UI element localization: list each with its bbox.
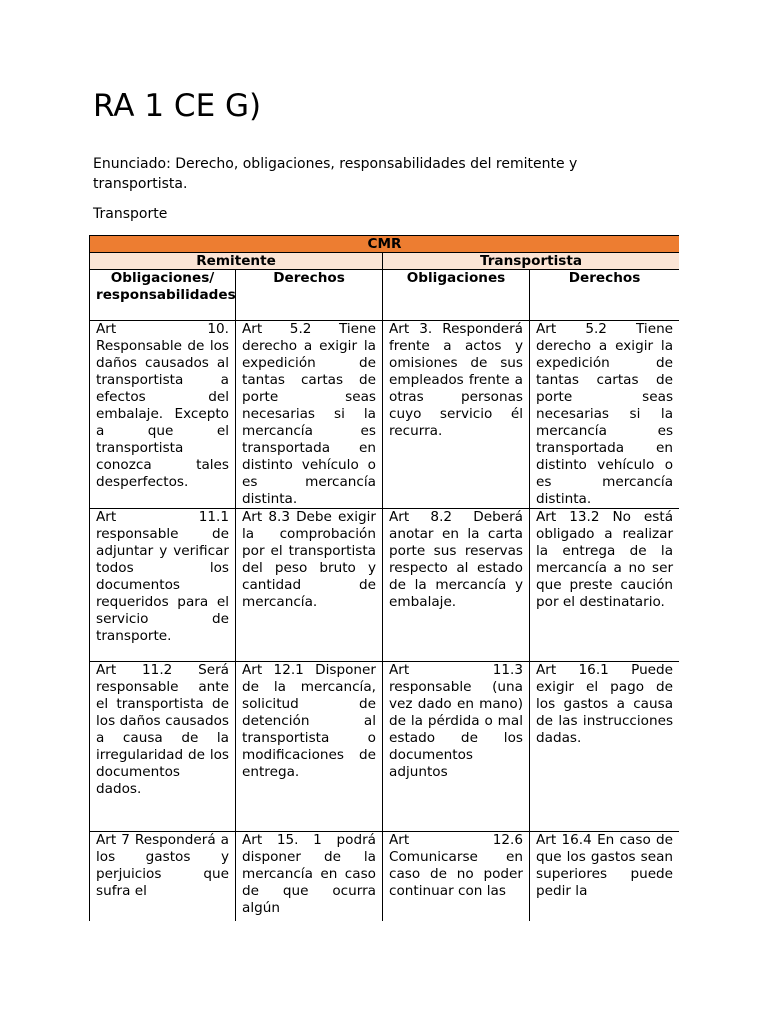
column-header-carrier-rights: Derechos (530, 270, 680, 321)
table-cell: Art 11.2 Será responsable ante el transportista de los daños causados a causa de la irregularidad de los documentos dados. (90, 662, 236, 832)
table-cell: Art 12.6 Comunicarse en caso de no poder continuar con las (383, 832, 530, 922)
table-cell: Art 3. Responderá frente a actos y omisiones de sus empleados frente a otras personas cuyo servicio él recurra. (383, 321, 530, 509)
table-cell: Art 15. 1 podrá disponer de la mercancía en caso de que ocurra algún (236, 832, 383, 922)
table-row (90, 832, 680, 922)
column-header-carrier-obligations: Obligaciones (383, 270, 530, 321)
table-title: CMR (90, 236, 680, 253)
column-header-row (90, 270, 680, 321)
table-row (90, 662, 680, 832)
table-row (90, 321, 680, 509)
column-header-sender-rights: Derechos (236, 270, 383, 321)
table-title-row (90, 236, 680, 253)
table-cell: Art 7 Responderá a los gastos y perjuicios que sufra el (90, 832, 236, 922)
cmr-table-container (89, 235, 679, 921)
table-cell: Art 16.1 Puede exigir el pago de los gastos a causa de las instrucciones dadas. (530, 662, 680, 832)
table-cell: Art 13.2 No está obligado a realizar la entrega de la mercancía a no ser que preste caución por el destinatario. (530, 509, 680, 662)
table-cell: Art 10. Responsable de los daños causados al transportista a efectos del embalaje. Excepto a que el transportista conozca tales desperfectos. (90, 321, 236, 509)
table-cell: Art 5.2 Tiene derecho a exigir la expedición de tantas cartas de porte seas necesarias si la mercancía es transportada en distinto vehículo o es mercancía distinta. (530, 321, 680, 509)
table-cell: Art 16.4 En caso de que los gastos sean superiores puede pedir la (530, 832, 680, 922)
cmr-table (89, 235, 679, 921)
page-title: RA 1 CE G) (93, 88, 262, 124)
table-cell: Art 8.3 Debe exigir la comprobación por el transportista del peso bruto y cantidad de mercancía. (236, 509, 383, 662)
table-row (90, 509, 680, 662)
table-cell: Art 8.2 Deberá anotar en la carta porte sus reservas respecto al estado de la mercancía y embalaje. (383, 509, 530, 662)
column-header-sender-obligations: Obligaciones/ responsabilidades (90, 270, 236, 321)
table-cell: Art 5.2 Tiene derecho a exigir la expedición de tantas cartas de porte seas necesarias si la mercancía es transportada en distinto vehículo o es mercancía distinta. (236, 321, 383, 509)
table-cell: Art 12.1 Disponer de la mercancía, solicitud de detención al transportista o modificaciones de entrega. (236, 662, 383, 832)
party-header-row (90, 253, 680, 270)
table-cell: Art 11.3 responsable (una vez dado en mano) de la pérdida o mal estado de los documentos adjuntos (383, 662, 530, 832)
party-header-sender: Remitente (90, 253, 383, 270)
table-cell: Art 11.1 responsable de adjuntar y verificar todos los documentos requeridos para el servicio de transporte. (90, 509, 236, 662)
party-header-carrier: Transportista (383, 253, 680, 270)
section-subtitle: Transporte (93, 206, 168, 222)
statement-text: Enunciado: Derecho, obligaciones, responsabilidades del remitente y transportista. (93, 156, 578, 192)
